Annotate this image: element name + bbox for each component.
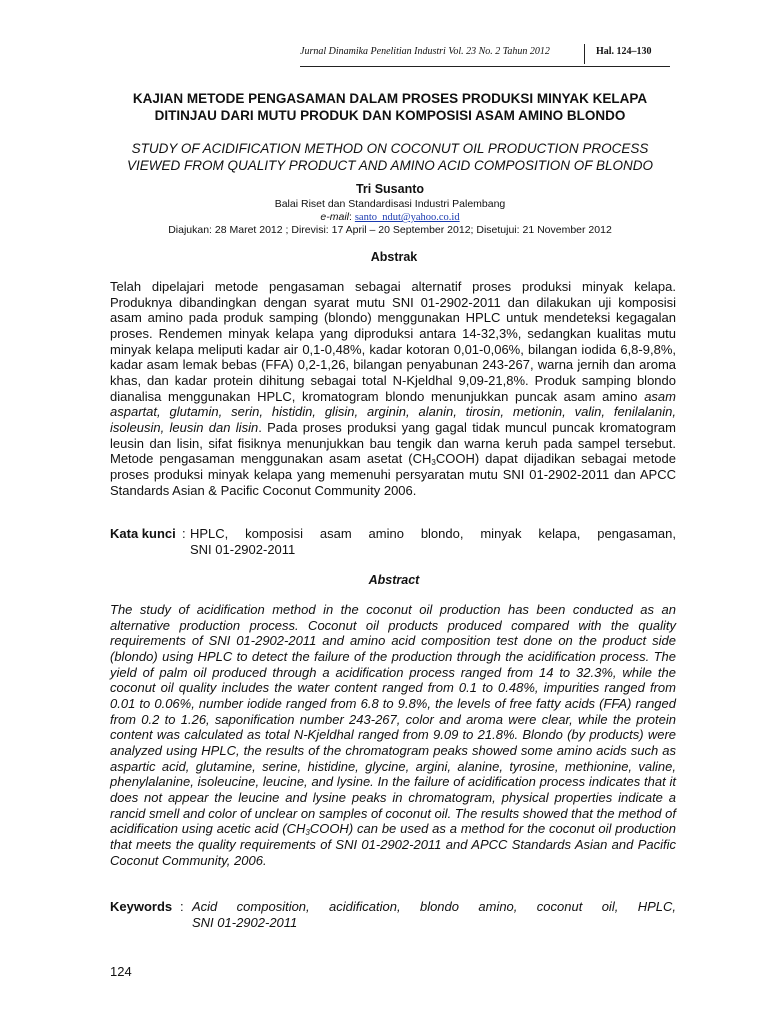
header-rule (300, 66, 670, 67)
title-en-line-2: VIEWED FROM QUALITY PRODUCT AND AMINO ACID COMPOSITION OF BLONDO (126, 158, 654, 173)
abstrak-text-c: . Pada proses produksi yang gagal tidak muncul puncak kromatogram leusin dan lisin, sifat fisiknya menunjukkan bau tengik dan warna keruh pada sampel tersebut. Metode pengasaman menggunakan asam asetat (CH (110, 419, 676, 467)
abstrak-subscript: 3 (431, 458, 436, 468)
keywords-line-2: SNI 01-2902-2011 (192, 915, 298, 930)
header-separator (584, 44, 585, 64)
page-range: Hal. 124–130 (596, 46, 652, 57)
kata-kunci-line-1: HPLC, komposisi asam amino blondo, minyak kelapa, pengasaman, (190, 526, 676, 541)
kata-kunci-colon: : (182, 526, 186, 541)
title-id-line-2: DITINJAU DARI MUTU PRODUK DAN KOMPOSISI ASAM AMINO BLONDO (154, 108, 626, 123)
email-label: e-mail (320, 211, 349, 223)
keywords-colon: : (180, 899, 184, 914)
author-name: Tri Susanto (355, 182, 425, 196)
abstract-body (110, 602, 676, 868)
title-block (100, 90, 680, 174)
author-block (100, 181, 680, 237)
title-en-line-1: STUDY OF ACIDIFICATION METHOD ON COCONUT OIL PRODUCTION PROCESS (131, 141, 649, 156)
page-number: 124 (110, 964, 132, 979)
title-indonesian (100, 90, 680, 124)
title-id-line-1: KAJIAN METODE PENGASAMAN DALAM PROSES PRODUKSI MINYAK KELAPA (132, 91, 648, 106)
author-email-line: e-mail: santo_ndut@yahoo.co.id (320, 211, 460, 223)
author-email-link[interactable]: santo_ndut@yahoo.co.id (354, 212, 460, 223)
submission-dates: Diajukan: 28 Maret 2012 ; Direvisi: 17 April – 20 September 2012; Disetujui: 21 November 2012 (168, 224, 612, 236)
abstrak-text-d: COOH) dapat dijadikan sebagai metode proses produksi minyak kelapa yang memenuhi persyaratan mutu SNI 01-2902-2011 dan APCC Standards Asian & Pacific Coconut Community 2006. (110, 451, 677, 498)
kata-kunci-line-2: SNI 01-2902-2011 (190, 542, 296, 557)
abstrak-amino-list: asam aspartat, glutamin, serin, histidin, glisin, arginin, alanin, tirosin, metionin, valin, fenilalanin, isoleusin, leusin dan lisin (110, 388, 676, 435)
kata-kunci-label: Kata kunci (110, 526, 176, 541)
abstract-heading: Abstract (368, 573, 420, 587)
abstract-subscript: 3 (305, 828, 310, 838)
journal-citation: Jurnal Dinamika Penelitian Industri Vol. 23 No. 2 Tahun 2012 (300, 46, 550, 57)
title-english (100, 140, 680, 174)
author-affiliation: Balai Riset dan Standardisasi Industri Palembang (274, 198, 506, 210)
keywords-line-1: Acid composition, acidification, blondo amino, coconut oil, HPLC, (192, 899, 676, 914)
abstrak-body (110, 279, 676, 498)
abstrak-text-a: Telah dipelajari metode pengasaman sebagai alternatif proses produksi minyak kelapa. Produknya dibandingkan dengan syarat mutu SNI 01-2902-2011 dan dilakukan uji komposisi asam amino pada produk samping (blondo) menggunakan HPLC untuk mendeteksi kegagalan proses. Rendemen minyak kelapa yang diproduksi antara 14-32,3%, sedangkan kualitas mutu minyak kelapa meliputi kadar air 0,1-0,48%, kadar kotoran 0,01-0,06%, bilangan iodida 6,8-9,8%, kadar asam lemak bebas (FFA) 0,2-1,26, bilangan penyabunan 243-267, warna jernih dan aroma khas, dan kadar protein dihitung sebagai total N-Kjeldhal 9,09-21,8%. Produk samping blondo dianalisa menggunakan HPLC, kromatogram blondo menunjukkan puncak asam amino (110, 279, 676, 404)
running-header (0, 44, 768, 68)
abstrak-heading: Abstrak (370, 250, 418, 264)
abstract-text-a: The study of acidification method in the coconut oil production has been conducted as an alternative production process. Coconut oil products produced compared with the quality requirements of SNI 01-2902-2011 and amino acid composition test done on the product side (blondo) using HPLC to detect the failure of the production through the acidification process. The yield of palm oil produced through a acidification process ranged from 14 to 32.3%, while the coconut oil quality includes the water content ranged from 0.1 to 0.48%, impurities ranged from 0.01 to 0.06%, number iodide ranged from 6.8 to 9.8%, the levels of free fatty acids (FFA) ranged from 0.2 to 1.26, saponification number 243-267, color and aroma were clear, while the protein content was calculated as total N-Kjeldhal ranged from 9.09 to 21.8%. Blondo (by products) were analyzed using HPLC, the results of the chromatogram peaks showed some amino acids such as aspartic acid, glutamine, serine, histidine, glycine, argini, alanine, tyrosine, methionine, valine, phenylalanine, isoleucine, leucine, and lysine. In the failure of acidification process indicates that it does not appear the leucine and lysine peaks in chromatogram, physical properties indicate a rancid smell and color of unclear on samples of coconut oil. The results showed that the method of acidification using acetic acid (CH (110, 602, 676, 837)
keywords-label: Keywords (110, 899, 173, 914)
abstract-text-b: COOH) can be used as a method for the coconut oil production that meets the quality requirements of SNI 01-2902-2011 and APCC Standards Asian and Pacific Coconut Community, 2006. (110, 821, 676, 868)
